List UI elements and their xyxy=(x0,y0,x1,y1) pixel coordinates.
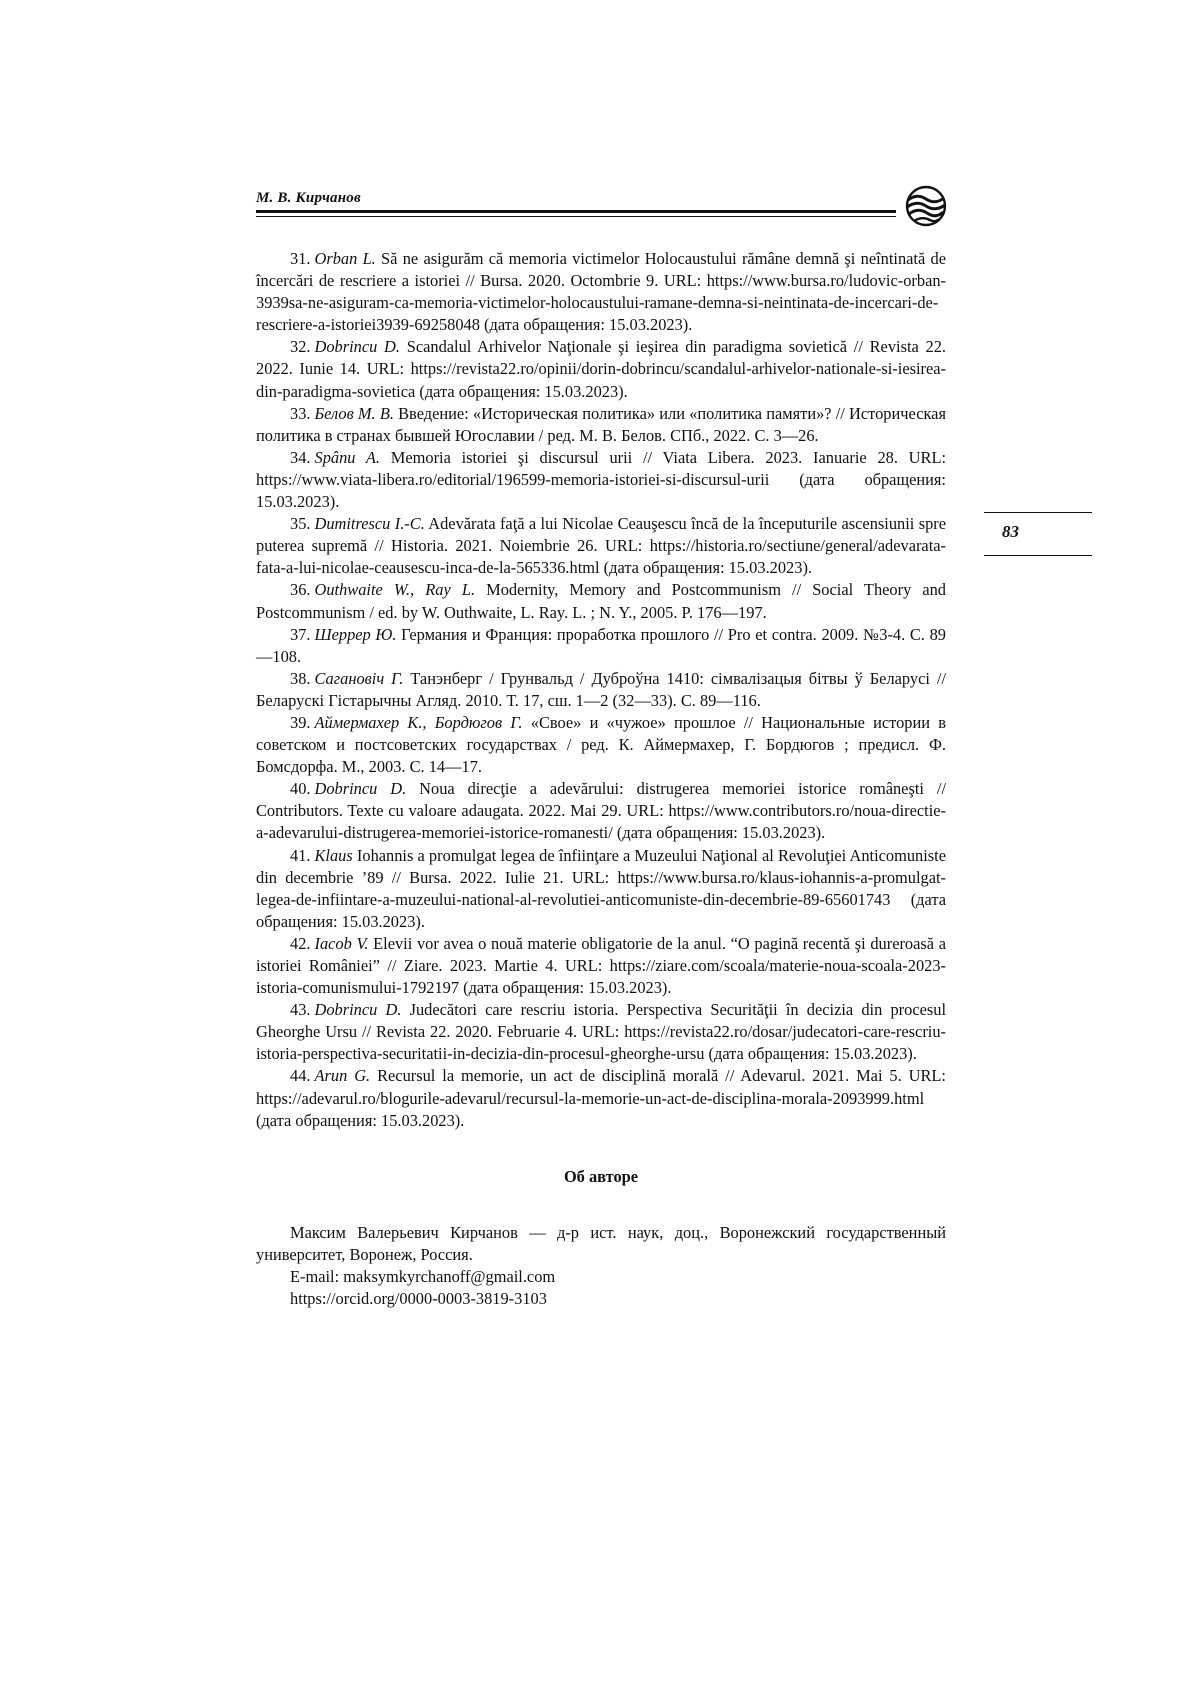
reference-text: Recursul la memorie, un act de disciplină morală // Adevarul. 2021. Mai 5. URL: https://adevarul.ro/blogurile-adevarul/recursul-la-memorie-un-act-de-disciplina-morala-2093999.html (дата обращения: 15.03.2023). xyxy=(256,1066,946,1130)
reference-number: 33. xyxy=(290,403,311,423)
page-number-box xyxy=(984,512,1092,556)
about-author-email: E-mail: maksymkyrchanoff@gmail.com xyxy=(290,1267,556,1287)
reference-number: 40. xyxy=(290,779,311,799)
reference-text: Să ne asigurăm că memoria victimelor Holocaustului rămâne demnă şi neîntinată de încercări de rescriere a istoriei // Bursa. 2020. Octombrie 9. URL: https://www.bursa.ro/ludovic-orban-3939sa-ne-asiguram-ca-memoria-victimelor-holocaustului-ramane-demna-si-neintinata-de-incercari-de-rescriere-a-istoriei3939-69258048 (дата обращения: 15.03.2023). xyxy=(256,249,946,335)
reference-author: Аймермахер К., Бордюгов Г. xyxy=(314,712,523,732)
reference-text: Modernity, Memory and Postcommunism // Social Theory and Postcommunism / ed. by W. Outhwaite, L. Ray. L. ; N. Y., 2005. P. 176—197. xyxy=(256,580,947,622)
reference-text: Scandalul Arhivelor Naţionale şi ieşirea din paradigma sovietică // Revista 22. 2022. Iunie 14. URL: https://revista22.ro/opinii/dorin-dobrincu/scandalul-arhivelor-nationale-si-iesirea-din-paradigma-sovietica (дата обращения: 15.03.2023). xyxy=(256,337,947,401)
reference-author: Klaus xyxy=(314,845,353,865)
reference-text: Noua direcţie a adevărului: distrugerea memoriei istorice româneşti // Contributors. Texte cu valoare adaugata. 2022. Mai 29. URL: https://www.contributors.ro/noua-directie-a-adevarului-distrugerea-memoriei-istorice-romanesti/ (дата обращения: 15.03.2023). xyxy=(256,779,946,843)
reference-31 xyxy=(256,248,946,336)
reference-author: Spânu A. xyxy=(314,447,381,467)
reference-text: Танэнберг / Грунвальд / Дуброўна 1410: сімвалізацыя бітвы ў Беларусі // Беларускі Гістарычны Агляд. 2010. Т. 17, сш. 1—2 (32—33). С. 89—116. xyxy=(256,668,947,710)
reference-number: 31. xyxy=(290,249,311,268)
about-author-heading: Об авторе xyxy=(563,1166,639,1186)
reference-35 xyxy=(256,513,946,579)
running-head xyxy=(256,190,954,222)
reference-number: 44. xyxy=(290,1066,311,1086)
reference-author: Orban L. xyxy=(314,249,376,268)
reference-text: Judecători care rescriu istoria. Perspectiva Securităţii în decizia din procesul Gheorghe Ursu // Revista 22. 2020. Februarie 4. URL: https://revista22.ro/dosar/judecatori-care-rescriu-istoria-perspectiva-securitatii-in-decizia-din-procesul-gheorghe-ursu (дата обращения: 15.03.2023). xyxy=(256,1000,947,1064)
reference-37 xyxy=(256,624,946,668)
reference-43 xyxy=(256,999,946,1065)
reference-text: Memoria istoriei şi discursul urii // Viata Libera. 2023. Ianuarie 28. URL: https://www.viata-libera.ro/editorial/196599-memoria-istoriei-si-discursul-urii (дата обращения: 15.03.2023). xyxy=(256,447,947,512)
reference-author: Arun G. xyxy=(314,1066,371,1086)
reference-number: 35. xyxy=(290,514,311,534)
reference-34 xyxy=(256,447,946,513)
reference-number: 32. xyxy=(290,337,311,357)
reference-36 xyxy=(256,579,946,623)
reference-number: 37. xyxy=(290,624,311,644)
wave-globe-logo-icon xyxy=(902,184,950,228)
header-rule-thin xyxy=(256,216,896,217)
reference-text: Iohannis a promulgat legea de înfiinţare a Muzeului Naţional al Revoluţiei Anticomuniste din decembrie ’89 // Bursa. 2022. Iulie 21. URL: https://www.bursa.ro/klaus-iohannis-a-promulgat-legea-de-infiintare-a-muzeului-national-al-revolutiei-anticomuniste-din-decembrie-89-65601743 (дата обращения: 15.03.2023). xyxy=(256,845,946,931)
reference-text: «Свое» и «чужое» прошлое // Национальные истории в советском и постсоветских государствах / ред. К. Аймермахер, Г. Бордюгов ; предисл. Ф. Бомсдорфа. М., 2003. С. 14—17. xyxy=(256,712,946,777)
reference-39 xyxy=(256,712,946,778)
about-author-bio: Максим Валерьевич Кирчанов — д-р ист. наук, доц., Воронежский государственный университет, Воронеж, Россия. xyxy=(256,1222,946,1264)
reference-number: 41. xyxy=(290,845,311,865)
reference-number: 42. xyxy=(290,933,311,953)
reference-author: Шеррер Ю. xyxy=(314,624,397,644)
header-rule-thick xyxy=(256,210,896,213)
reference-author: Outhwaite W., Ray L. xyxy=(314,580,476,600)
reference-38 xyxy=(256,668,946,712)
reference-44 xyxy=(256,1065,946,1131)
page-number: 83 xyxy=(1002,522,1019,541)
reference-41 xyxy=(256,845,946,933)
reference-text: Введение: «Историческая политика» или «политика памяти»? // Историческая политика в странах бывшей Югославии / ред. М. В. Белов. СПб., 2022. С. 3—26. xyxy=(256,403,946,445)
reference-author: Iacob V. xyxy=(314,933,369,953)
reference-author: Dobrincu D. xyxy=(314,337,400,357)
reference-40 xyxy=(256,778,946,844)
reference-text: Adevărata faţă a lui Nicolae Ceauşescu încă de la începuturile ascensiunii spre puterea supremă // Historia. 2021. Noiembrie 26. URL: https://historia.ro/sectiune/general/adevarata-fata-a-lui-nicolae-ceausescu-inca-de-la-565336.html (дата обращения: 15.03.2023). xyxy=(256,514,947,578)
running-head-author: М. В. Кирчанов xyxy=(256,190,361,206)
reference-33 xyxy=(256,403,946,447)
references-content xyxy=(256,248,946,1310)
reference-author: Dobrincu D. xyxy=(314,779,407,799)
reference-32 xyxy=(256,336,946,402)
reference-number: 39. xyxy=(290,712,311,732)
reference-number: 36. xyxy=(290,580,311,600)
reference-author: Белов М. В. xyxy=(314,403,394,423)
reference-number: 38. xyxy=(290,668,311,688)
about-author-orcid: https://orcid.org/0000-0003-3819-3103 xyxy=(290,1289,547,1309)
reference-author: Dumitrescu I.-C. xyxy=(314,514,425,534)
reference-number: 43. xyxy=(290,1000,311,1020)
reference-author: Dobrincu D. xyxy=(314,1000,402,1020)
reference-42 xyxy=(256,933,946,999)
reference-author: Сагановіч Г. xyxy=(314,668,404,688)
reference-text: Elevii vor avea o nouă materie obligatorie de la anul. “O pagină recentă şi dureroasă a istoriei României” // Ziare. 2023. Martie 4. URL: https://ziare.com/scoala/materie-noua-scoala-2023-istoria-comunismului-1792197 (дата обращения: 15.03.2023). xyxy=(256,933,946,998)
reference-text: Германия и Франция: проработка прошлого // Pro et contra. 2009. №3-4. С. 89—108. xyxy=(256,624,946,666)
reference-number: 34. xyxy=(290,447,311,467)
